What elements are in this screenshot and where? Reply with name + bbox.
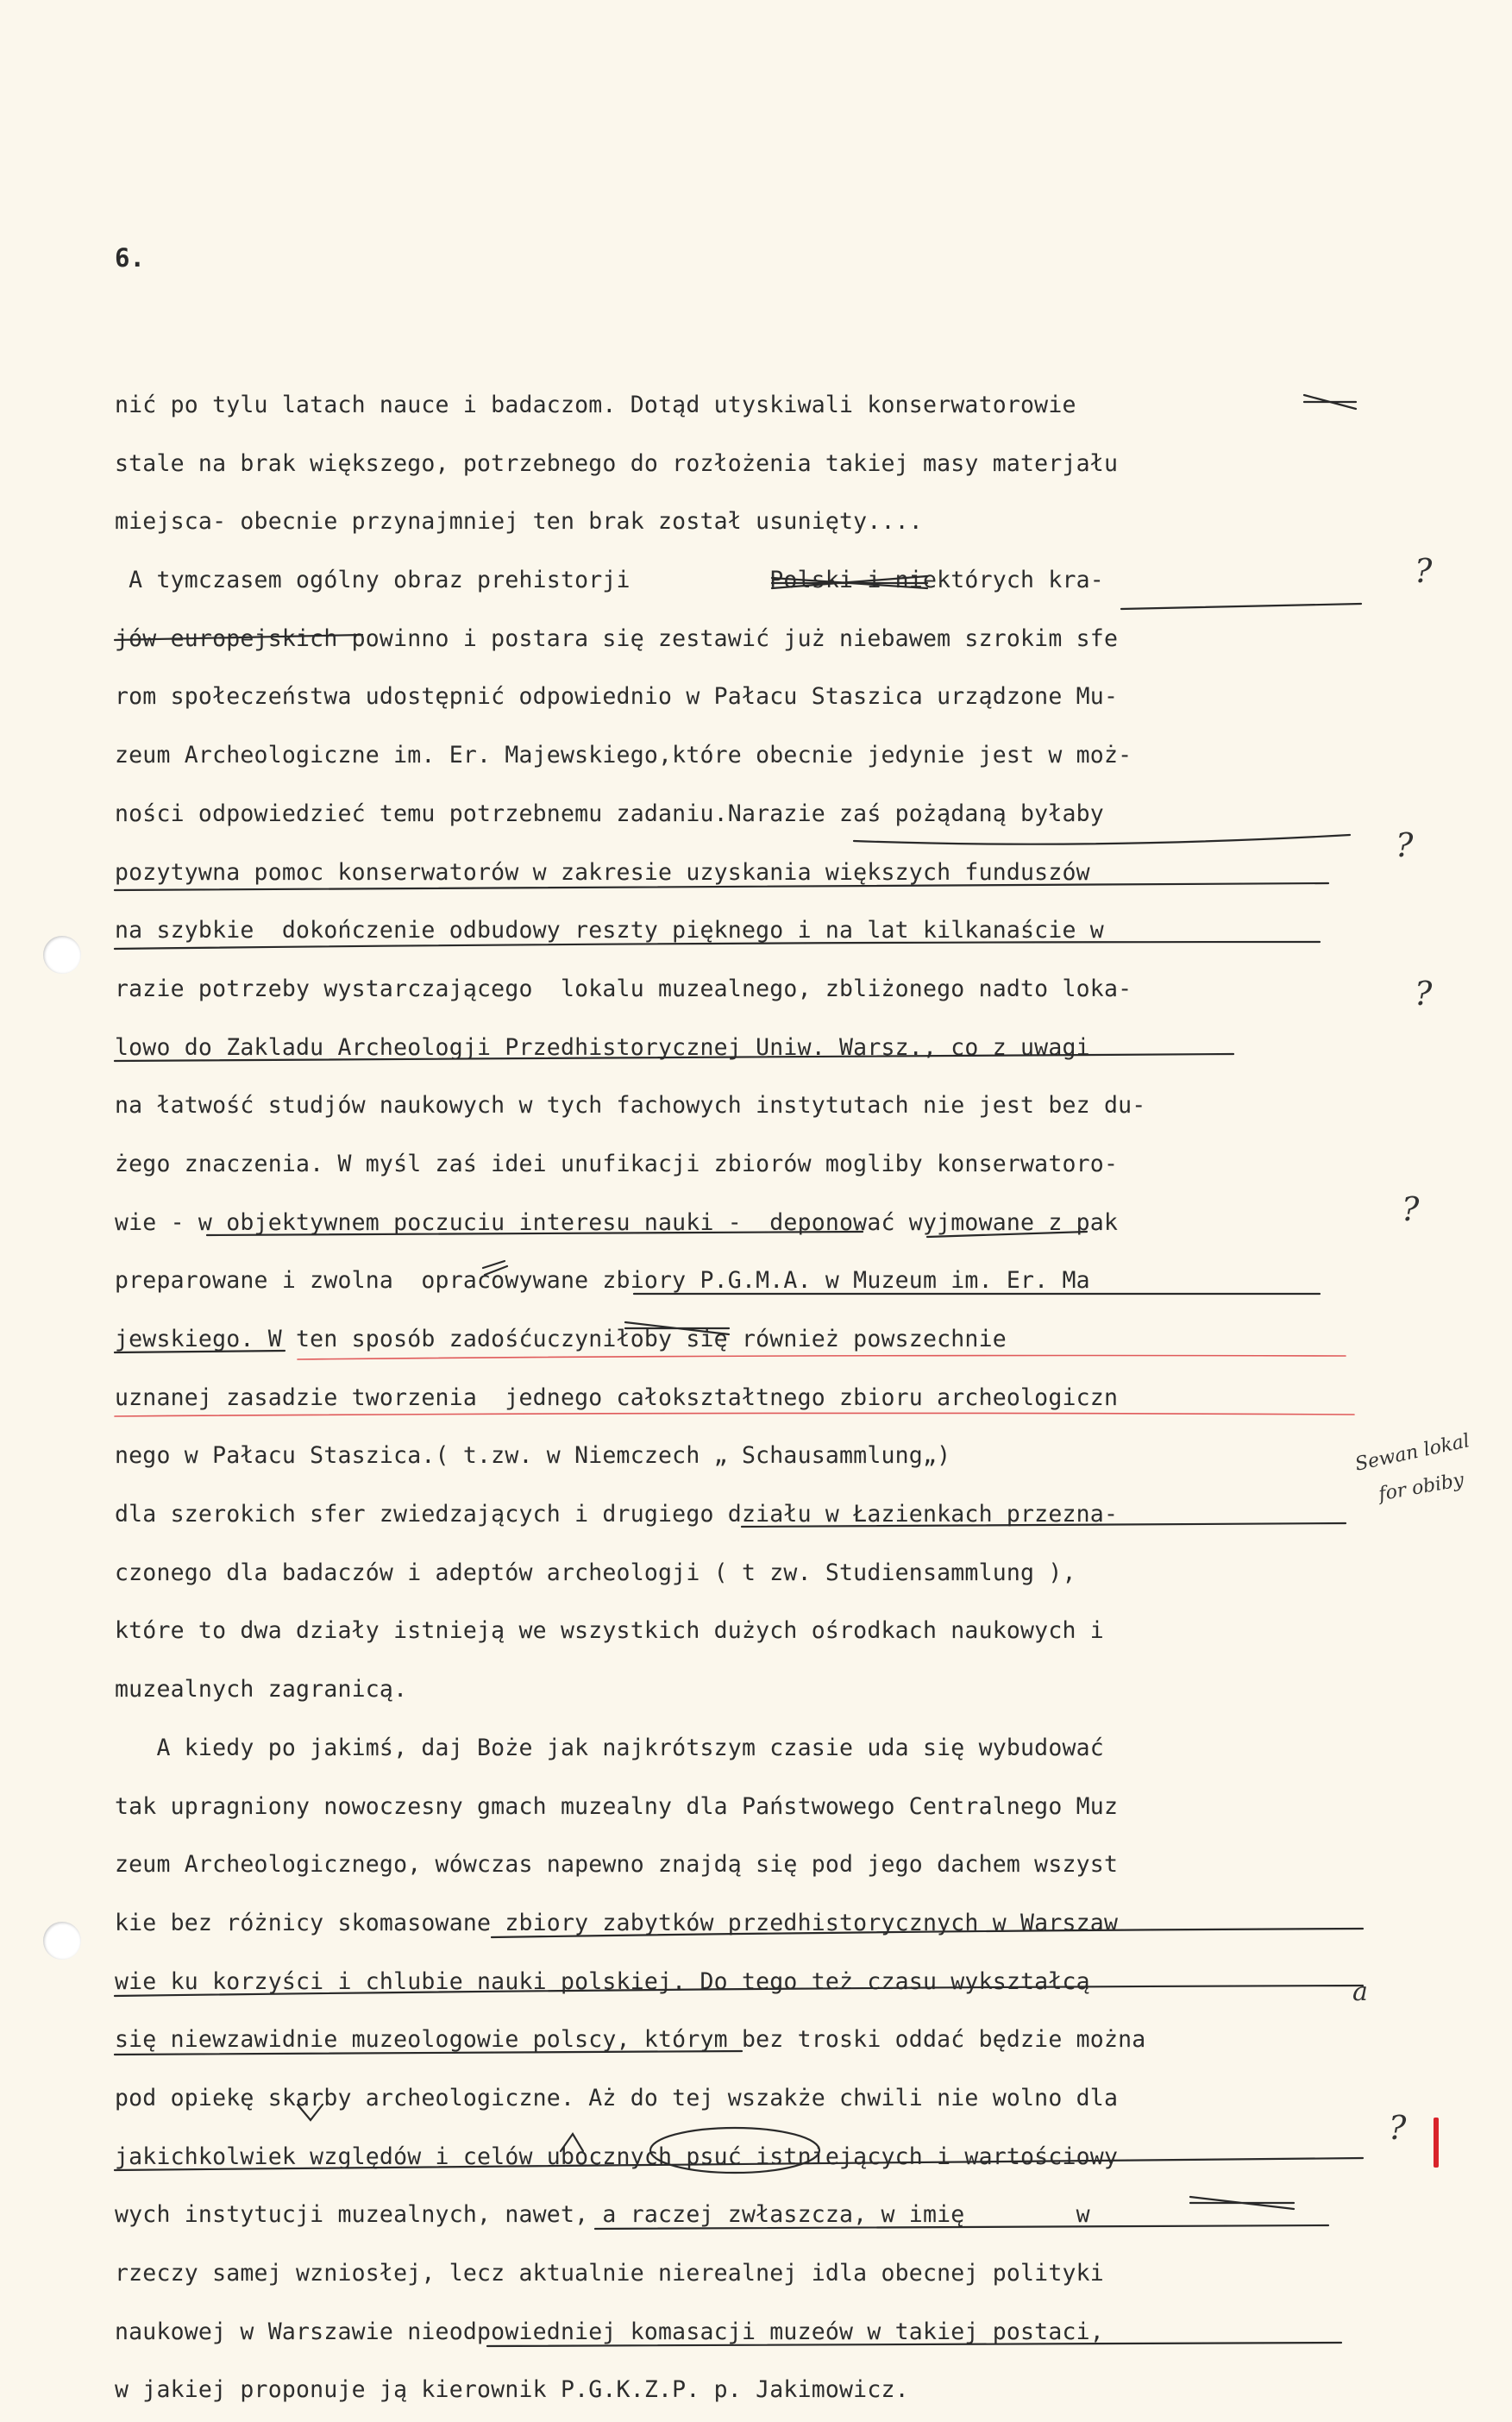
page-number: 6. bbox=[115, 243, 145, 273]
text-line: na szybkie dokończenie odbudowy reszty pięknego i na lat kilkanaście w bbox=[115, 917, 1104, 944]
text-line: nego w Pałacu Staszica.( t.zw. w Niemczech „ Schausammlung„) bbox=[115, 1442, 951, 1470]
text-line: muzealnych zagranicą. bbox=[115, 1676, 408, 1704]
text-line: razie potrzeby wystarczającego lokalu muzealnego, zbliżonego nadto loka- bbox=[115, 975, 1132, 1002]
punch-hole bbox=[43, 936, 81, 974]
text-line: zeum Archeologicznego, wówczas napewno znajdą się pod jego dachem wszyst bbox=[115, 1851, 1119, 1879]
text-line: na łatwość studjów naukowych w tych fachowych instytutach nie jest bez du- bbox=[115, 1092, 1146, 1120]
typed-text-body bbox=[115, 376, 1383, 2419]
query-mark: ? bbox=[1402, 1190, 1420, 1228]
text-line: rzeczy samej wzniosłej, lecz aktualnie nierealnej idla obecnej polityki bbox=[115, 2260, 1104, 2287]
text-line: miejsca- obecnie przynajmniej ten brak został usunięty.... bbox=[115, 508, 923, 536]
query-mark: ? bbox=[1415, 975, 1433, 1013]
text-line: które to dwa działy istnieją we wszystkich dużych ośrodkach naukowych i bbox=[115, 1617, 1104, 1645]
margin-handwritten-note: Sewan lokal bbox=[1352, 1430, 1472, 1476]
text-line: czonego dla badaczów i adeptów archeologji ( t zw. Studiensammlung ), bbox=[115, 1559, 1076, 1586]
text-line: wych instytucji muzealnych, nawet, a raczej zwłaszcza, w imię w bbox=[115, 2201, 1090, 2229]
text-line: jewskiego. W ten sposób zadośćuczyniłoby się również powszechnie bbox=[115, 1326, 1007, 1352]
text-line: uznanej zasadzie tworzenia jednego całokształtnego zbioru archeologiczn bbox=[115, 1384, 1119, 1411]
text-line: się niewzawidnie muzeologowie polscy, którym bez troski oddać będzie można bbox=[115, 2026, 1146, 2054]
text-line: jów europejskich powinno i postara się zestawić już niebawem szrokim sfe bbox=[115, 624, 1119, 652]
text-line: A tymczasem ogólny obraz prehistorji Polski i niektórych kra- bbox=[115, 567, 1104, 594]
text-line: preparowane i zwolna opracowywane zbiory P.G.M.A. w Muzeum im. Er. Ma bbox=[115, 1267, 1090, 1295]
text-line: tak upragniony nowoczesny gmach muzealny dla Państwowego Centralnego Muz bbox=[115, 1792, 1119, 1820]
text-line: pod opiekę skarby archeologiczne. Aż do tej wszakże chwili nie wolno dla bbox=[115, 2084, 1119, 2111]
text-line: nić po tylu latach nauce i badaczom. Dotąd utyskiwali konserwatorowie bbox=[115, 392, 1076, 418]
red-margin-bar bbox=[1434, 2118, 1439, 2168]
text-line: w jakiej proponuje ją kierownik P.G.K.Z.P. p. Jakimowicz. bbox=[115, 2376, 909, 2404]
query-mark: ? bbox=[1396, 826, 1414, 864]
text-line: pozytywna pomoc konserwatorów w zakresie uzyskania większych funduszów bbox=[115, 858, 1090, 886]
text-line: ności odpowiedzieć temu potrzebnemu zadaniu.Narazie zaś pożądaną byłaby bbox=[115, 800, 1104, 827]
text-line: żego znaczenia. W myśl zaś idei unufikacji zbiorów mogliby konserwatoro- bbox=[115, 1150, 1119, 1177]
text-line: wie - w objektywnem poczuciu interesu nauki - deponować wyjmowane z pak bbox=[115, 1208, 1119, 1236]
text-line: wie ku korzyści i chlubie nauki polskiej. Do tego też czasu wykształcą bbox=[115, 1967, 1090, 1995]
text-line: zeum Archeologiczne im. Er. Majewskiego,które obecnie jedynie jest w moż- bbox=[115, 742, 1132, 769]
text-line: kie bez różnicy skomasowane zbiory zabytków przedhistorycznych w Warszaw bbox=[115, 1909, 1119, 1936]
text-line: lowo do Zakladu Archeologji Przedhistorycznej Uniw. Warsz., co z uwagi bbox=[115, 1033, 1090, 1061]
handwritten-insertion: a bbox=[1352, 1977, 1368, 2007]
query-mark: ? bbox=[1389, 2109, 1407, 2147]
text-line: dla szerokich sfer zwiedzających i drugiego działu w Łazienkach przezna- bbox=[115, 1501, 1119, 1528]
text-line: A kiedy po jakimś, daj Boże jak najkrótszym czasie uda się wybudować bbox=[115, 1734, 1104, 1761]
text-line: rom społeczeństwa udostępnić odpowiednio w Pałacu Staszica urządzone Mu- bbox=[115, 683, 1119, 711]
text-line: stale na brak większego, potrzebnego do rozłożenia takiej masy materjału bbox=[115, 449, 1119, 477]
query-mark: ? bbox=[1415, 552, 1433, 590]
text-line: naukowej w Warszawie nieodpowiedniej komasacji muzeów w takiej postaci, bbox=[115, 2318, 1104, 2345]
punch-hole bbox=[43, 1922, 81, 1960]
text-line: jakichkolwiek względów i celów ubocznych psuć istniejących i wartościowy bbox=[115, 2143, 1119, 2170]
margin-handwritten-note: for obiby bbox=[1377, 1469, 1466, 1506]
